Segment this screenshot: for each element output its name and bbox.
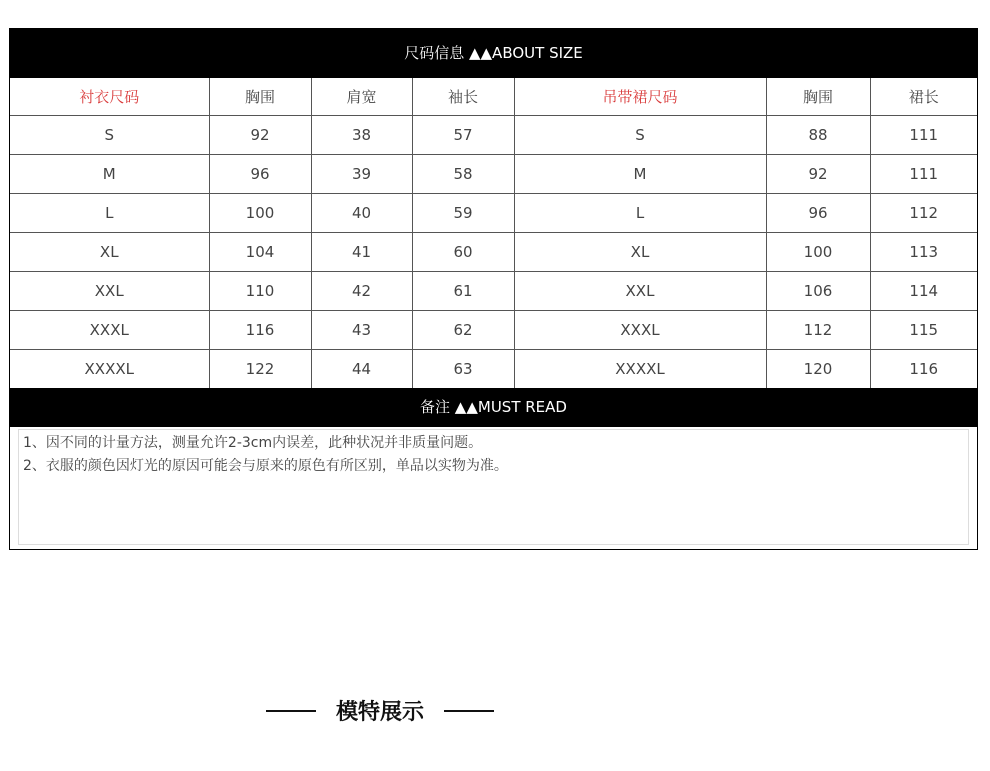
header-dress-length: 裙长 (870, 78, 977, 116)
table-cell: 61 (412, 272, 514, 311)
table-cell: 92 (209, 116, 311, 155)
table-cell: 40 (311, 194, 412, 233)
size-chart (9, 28, 978, 550)
heading-right-dash (444, 710, 494, 712)
table-cell: XL (514, 233, 766, 272)
table-row (10, 272, 977, 311)
table-cell: 57 (412, 116, 514, 155)
table-cell: 92 (766, 155, 870, 194)
table-cell: XXXL (514, 311, 766, 350)
table-cell: 58 (412, 155, 514, 194)
table-cell: 114 (870, 272, 977, 311)
table-cell: 100 (766, 233, 870, 272)
notes-box (18, 429, 969, 545)
table-cell: 63 (412, 350, 514, 389)
header-dress-size: 吊带裙尺码 (514, 78, 766, 116)
size-table (10, 78, 977, 388)
table-cell: 116 (870, 350, 977, 389)
header-shirt-chest: 胸围 (209, 78, 311, 116)
table-row (10, 194, 977, 233)
table-cell: 104 (209, 233, 311, 272)
must-read-bar (10, 388, 977, 427)
note-line: 2、衣服的颜色因灯光的原因可能会与原来的原色有所区别，单品以实物为准。 (23, 458, 508, 474)
table-cell: 112 (766, 311, 870, 350)
table-cell: 41 (311, 233, 412, 272)
model-display-title: 模特展示 (335, 700, 424, 725)
table-cell: XXXXL (10, 350, 209, 389)
table-cell: M (10, 155, 209, 194)
table-cell: 60 (412, 233, 514, 272)
table-cell: 116 (209, 311, 311, 350)
table-cell: 115 (870, 311, 977, 350)
table-cell: XXXXL (514, 350, 766, 389)
table-cell: 38 (311, 116, 412, 155)
table-cell: XXL (10, 272, 209, 311)
header-dress-chest: 胸围 (766, 78, 870, 116)
table-cell: 106 (766, 272, 870, 311)
table-cell: XL (10, 233, 209, 272)
table-cell: 62 (412, 311, 514, 350)
table-cell: 110 (209, 272, 311, 311)
table-cell: XXL (514, 272, 766, 311)
table-cell: 112 (870, 194, 977, 233)
table-cell: 42 (311, 272, 412, 311)
table-row (10, 350, 977, 389)
table-row (10, 155, 977, 194)
table-cell: L (514, 194, 766, 233)
table-cell: 43 (311, 311, 412, 350)
must-read-title: 备注 ▲▲MUST READ (420, 398, 567, 416)
table-cell: 111 (870, 116, 977, 155)
table-cell: L (10, 194, 209, 233)
table-cell: S (514, 116, 766, 155)
table-row (10, 311, 977, 350)
table-cell: 100 (209, 194, 311, 233)
table-cell: XXXL (10, 311, 209, 350)
header-shirt-sleeve: 袖长 (412, 78, 514, 116)
table-row (10, 233, 977, 272)
table-cell: 88 (766, 116, 870, 155)
table-cell: 120 (766, 350, 870, 389)
header-shirt-size: 衬衣尺码 (10, 78, 209, 116)
table-cell: 44 (311, 350, 412, 389)
table-cell: 122 (209, 350, 311, 389)
size-info-bar (10, 29, 977, 78)
table-cell: 39 (311, 155, 412, 194)
table-cell: 111 (870, 155, 977, 194)
table-cell: S (10, 116, 209, 155)
table-cell: 59 (412, 194, 514, 233)
table-cell: M (514, 155, 766, 194)
table-row (10, 116, 977, 155)
note-line: 1、因不同的计量方法，测量允许2-3cm内误差，此种状况并非质量问题。 (23, 435, 483, 451)
model-display-heading (0, 695, 760, 726)
heading-left-dash (266, 710, 316, 712)
table-header-row (10, 78, 977, 116)
table-cell: 96 (209, 155, 311, 194)
table-cell: 96 (766, 194, 870, 233)
size-info-title: 尺码信息 ▲▲ABOUT SIZE (404, 44, 583, 62)
header-shirt-shoulder: 肩宽 (311, 78, 412, 116)
table-cell: 113 (870, 233, 977, 272)
